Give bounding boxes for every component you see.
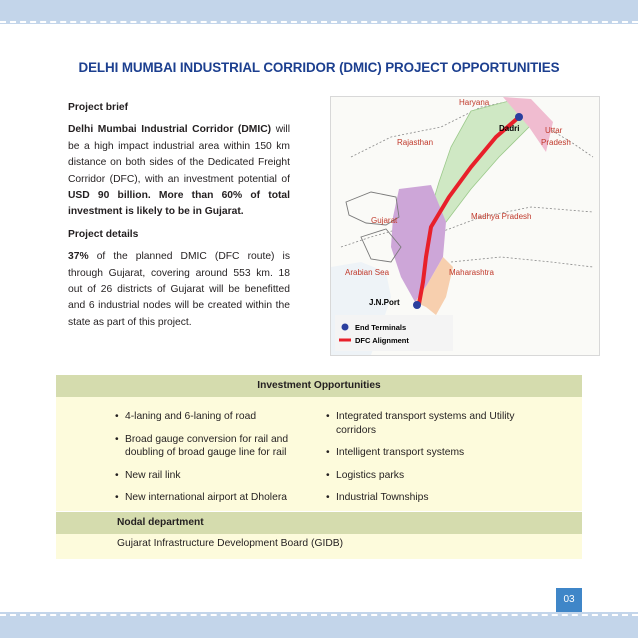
investment-heading: Investment Opportunities — [56, 375, 582, 397]
label-maharashtra: Maharashtra — [449, 268, 494, 277]
list-item: • Industrial Townships — [326, 492, 429, 503]
brief-lead: Delhi Mumbai Industrial Corridor (DMIC) — [68, 124, 272, 136]
label-gujarat: Gujarat — [371, 216, 398, 225]
list-item: • Intelligent transport systems — [326, 447, 465, 458]
list-item: corridors — [336, 424, 377, 436]
jn-port-terminal-dot — [413, 301, 421, 309]
list-item: • Logistics parks — [326, 469, 405, 481]
brief-body: will be a high impact industrial area within 150 km distance on both sides of the Dedicated Freight Corridor (DFC), with an investment potential of — [68, 124, 290, 185]
brief-heading: Project brief — [68, 102, 129, 113]
label-haryana: Haryana — [459, 98, 490, 107]
investment-list-left — [115, 410, 288, 505]
map-legend-box — [335, 315, 453, 351]
project-text-column — [68, 100, 290, 331]
label-arabian-sea: Arabian Sea — [345, 268, 390, 277]
legend-dfc-alignment: DFC Alignment — [355, 336, 409, 345]
label-rajasthan: Rajasthan — [397, 138, 434, 147]
dmic-map — [330, 96, 600, 356]
list-item: • Integrated transport systems and Utility — [326, 411, 515, 422]
label-madhya-pradesh: Madhya Pradesh — [471, 212, 532, 221]
list-item: • New international airport at Dholera — [115, 492, 287, 503]
label-pradesh: Pradesh — [541, 138, 571, 147]
brief-paragraph — [68, 122, 290, 220]
dmic-map-graphic — [331, 97, 599, 355]
label-dadri: Dadri — [499, 124, 520, 133]
label-uttar: Uttar — [545, 126, 563, 135]
details-body: of the planned DMIC (DFC route) is through Gujarat, covering around 553 km. 18 out of 26 districts of Gujarat will be benefitted and 6 industrial nodes will be created within the state as part of this project. — [68, 251, 290, 328]
details-paragraph — [68, 249, 290, 331]
details-heading: Project details — [68, 228, 139, 240]
page-number: 03 — [556, 588, 582, 612]
nodal-body — [56, 534, 582, 559]
legend-end-terminals: End Terminals — [355, 323, 407, 332]
nodal-heading: Nodal department — [117, 517, 204, 528]
bottom-band — [0, 612, 638, 638]
list-item: • New rail link — [115, 469, 181, 481]
list-item: • Broad gauge conversion for rail and — [115, 433, 289, 445]
brief-bold-tail: USD 90 billion. More than 60% of total investment is likely to be in Gujarat. — [68, 190, 290, 218]
dadri-terminal-dot — [515, 113, 523, 121]
legend-terminal-dot — [342, 324, 349, 331]
nodal-text: Gujarat Infrastructure Development Board (GIDB) — [117, 538, 344, 549]
page-title: DELHI MUMBAI INDUSTRIAL CORRIDOR (DMIC) PROJECT OPPORTUNITIES — [78, 60, 560, 75]
nodal-heading-bar — [56, 512, 582, 534]
list-item: doubling of broad gauge line for rail — [125, 447, 287, 458]
investment-list-right — [326, 410, 515, 505]
top-band — [0, 0, 638, 24]
bottom-dashed-line — [0, 614, 638, 616]
investment-body — [56, 397, 582, 511]
details-lead: 37% — [68, 251, 89, 263]
top-dashed-line — [0, 21, 638, 23]
list-item: • 4-laning and 6-laning of road — [115, 411, 257, 422]
label-jn-port: J.N.Port — [369, 298, 400, 307]
